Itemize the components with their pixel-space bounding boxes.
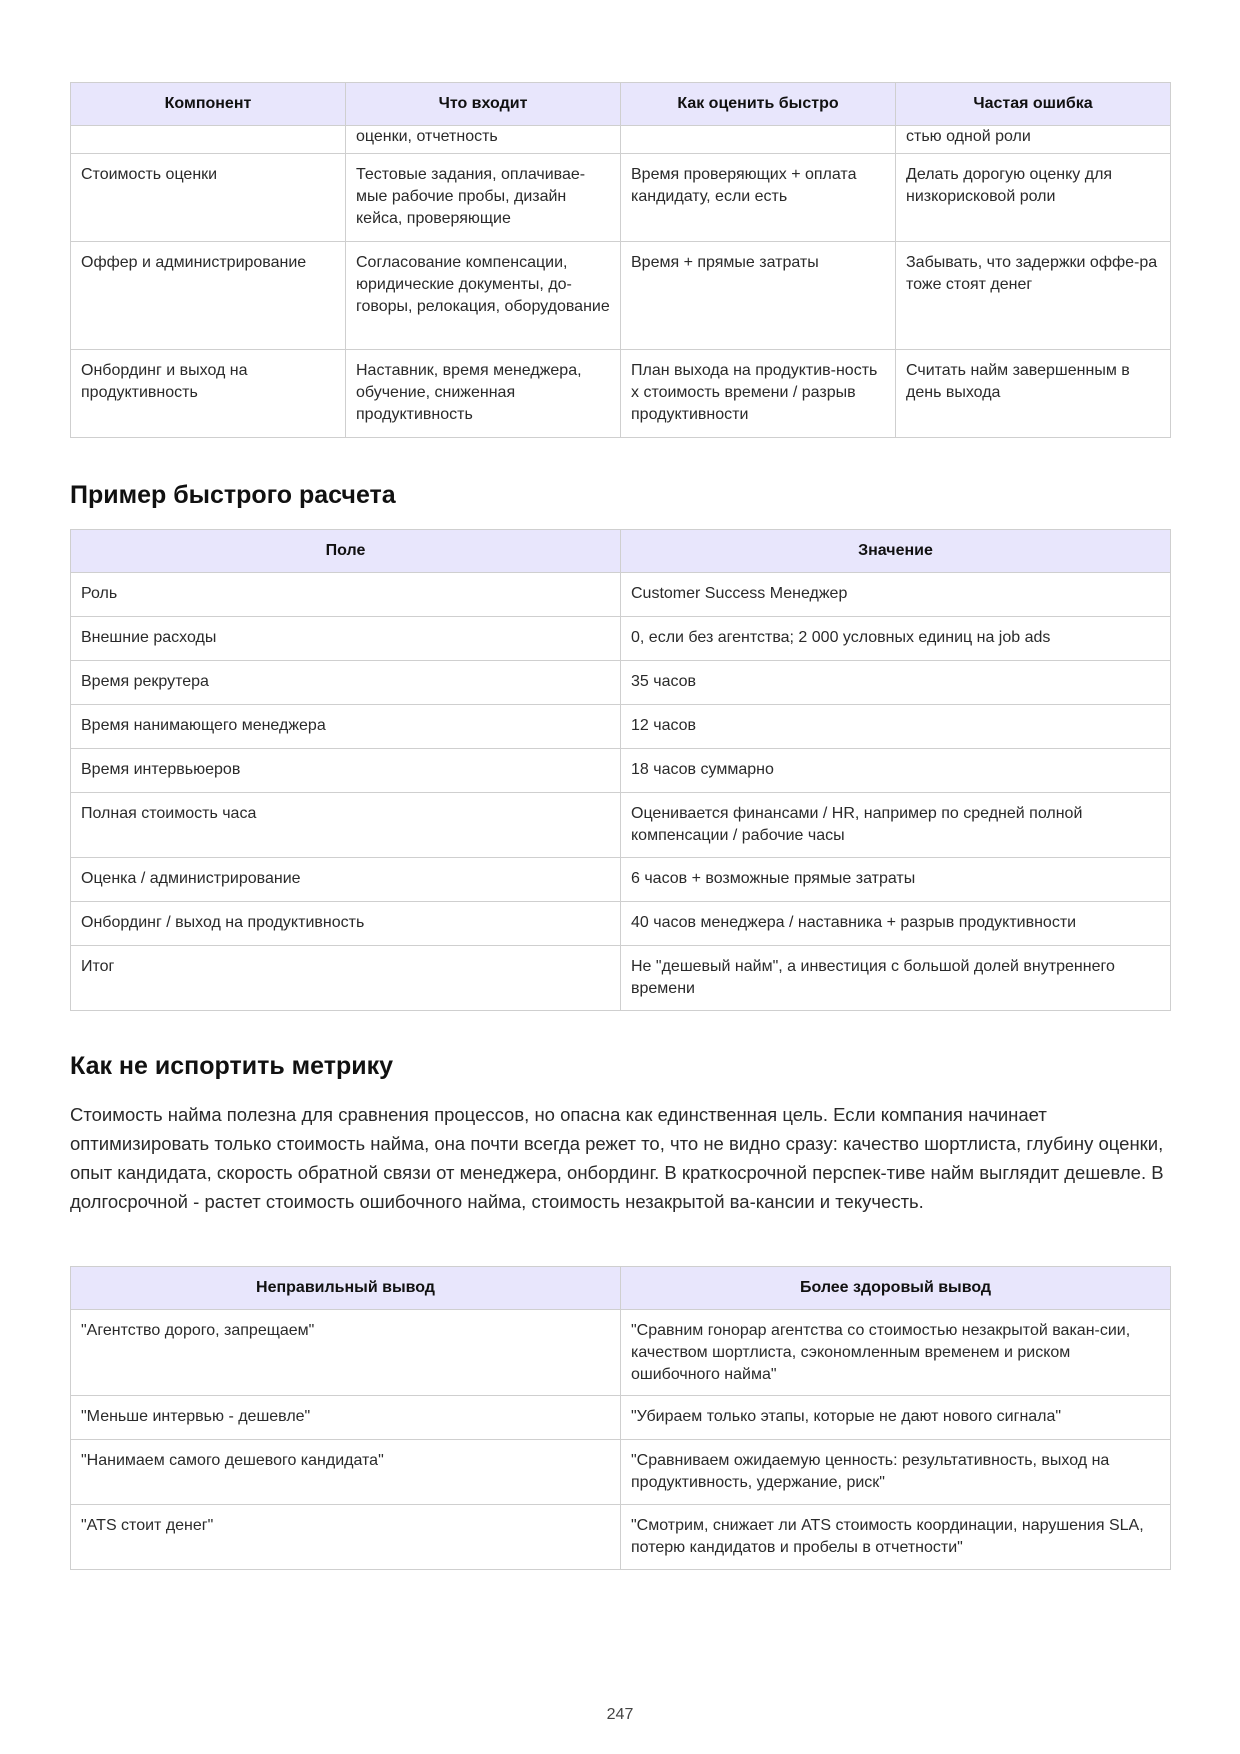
table-row bbox=[71, 617, 1171, 661]
table-cell: 6 часов + возможные прямые затраты bbox=[621, 858, 1171, 902]
table-cell: Время рекрутера bbox=[71, 661, 621, 705]
table-cell: 12 часов bbox=[621, 705, 1171, 749]
table-cell: "Меньше интервью - дешевле" bbox=[71, 1396, 621, 1440]
table-cell: Онбординг / выход на продуктивность bbox=[71, 902, 621, 946]
table-cell: Роль bbox=[71, 573, 621, 617]
table-cell: Customer Success Менеджер bbox=[621, 573, 1171, 617]
table-cell: Не "дешевый найм", а инвестиция с большой долей внутреннего времени bbox=[621, 946, 1171, 1011]
table-header: Значение bbox=[621, 530, 1171, 573]
table-cell: "Нанимаем самого дешевого кандидата" bbox=[71, 1440, 621, 1505]
table-cell: Время интервьюеров bbox=[71, 749, 621, 793]
table-row bbox=[71, 1310, 1171, 1396]
conclusions-table bbox=[70, 1266, 1171, 1570]
table-row bbox=[71, 154, 1171, 242]
table-cell: Оценка / администрирование bbox=[71, 858, 621, 902]
table-header: Более здоровый вывод bbox=[621, 1267, 1171, 1310]
table-cell bbox=[71, 126, 346, 154]
table-row bbox=[71, 705, 1171, 749]
table-row bbox=[71, 126, 1171, 154]
table-cell: "Сравниваем ожидаемую ценность: результативность, выход на продуктивность, удержание, риск" bbox=[621, 1440, 1171, 1505]
body-paragraph: Стоимость найма полезна для сравнения процессов, но опасна как единственная цель. Если компания начинает оптимизировать только стоимость найма, она почти всегда режет то, что не видно сразу: качество шортлиста, глубину оценки, опыт кандидата, скорость обратной связи от менеджера, онбординг. В краткосрочной перспек-тиве найм выглядит дешевле. В долгосрочной - растет стоимость ошибочного найма, стоимость незакрытой ва-кансии и текучесть. bbox=[70, 1104, 1164, 1212]
table-header: Что входит bbox=[346, 83, 621, 126]
cost-components-table bbox=[70, 82, 1171, 438]
table-cell: стью одной роли bbox=[896, 126, 1171, 154]
table-cell: "Убираем только этапы, которые не дают нового сигнала" bbox=[621, 1396, 1171, 1440]
table-cell: Время проверяющих + оплата кандидату, если есть bbox=[621, 154, 896, 242]
table-cell: "Смотрим, снижает ли ATS стоимость координации, нарушения SLA, потерю кандидатов и пробелы в отчетности" bbox=[621, 1505, 1171, 1570]
table-row bbox=[71, 661, 1171, 705]
table-cell: Итог bbox=[71, 946, 621, 1011]
table-header: Поле bbox=[71, 530, 621, 573]
table-cell: Оценивается финансами / HR, например по средней полной компенсации / рабочие часы bbox=[621, 793, 1171, 858]
table-row bbox=[71, 573, 1171, 617]
table-cell: Согласование компенсации, юридические документы, до-говоры, релокация, оборудование bbox=[346, 242, 621, 350]
table-cell: 0, если без агентства; 2 000 условных единиц на job ads bbox=[621, 617, 1171, 661]
table-row bbox=[71, 1396, 1171, 1440]
table-row bbox=[71, 1440, 1171, 1505]
section-heading-metric: Как не испортить метрику bbox=[70, 1052, 393, 1080]
table-cell bbox=[621, 126, 896, 154]
table-row bbox=[71, 350, 1171, 438]
table-cell: Время нанимающего менеджера bbox=[71, 705, 621, 749]
table-cell: Стоимость оценки bbox=[71, 154, 346, 242]
table-cell: Делать дорогую оценку для низкорисковой роли bbox=[896, 154, 1171, 242]
table-cell: Наставник, время менеджера, обучение, сниженная продуктивность bbox=[346, 350, 621, 438]
table-cell: Внешние расходы bbox=[71, 617, 621, 661]
table-cell: 18 часов суммарно bbox=[621, 749, 1171, 793]
table-header: Компонент bbox=[71, 83, 346, 126]
table-cell: План выхода на продуктив-ность x стоимость времени / разрыв продуктивности bbox=[621, 350, 896, 438]
table-header: Частая ошибка bbox=[896, 83, 1171, 126]
calculation-example-table bbox=[70, 529, 1171, 1011]
page-number: 247 bbox=[606, 1706, 634, 1723]
table-cell: Считать найм завершенным в день выхода bbox=[896, 350, 1171, 438]
table-cell: Забывать, что задержки оффе-ра тоже стоят денег bbox=[896, 242, 1171, 350]
table-cell: "Агентство дорого, запрещаем" bbox=[71, 1310, 621, 1396]
table-row bbox=[71, 749, 1171, 793]
table-cell: Тестовые задания, оплачивае-мые рабочие пробы, дизайн кейса, проверяющие bbox=[346, 154, 621, 242]
table-cell: "Сравним гонорар агентства со стоимостью незакрытой вакан-сии, качеством шортлиста, сэкономленным временем и риском ошибочного найма" bbox=[621, 1310, 1171, 1396]
table-header: Как оценить быстро bbox=[621, 83, 896, 126]
table-row bbox=[71, 793, 1171, 858]
table-row bbox=[71, 242, 1171, 350]
table-cell: оценки, отчетность bbox=[346, 126, 621, 154]
table-row bbox=[71, 946, 1171, 1011]
table-cell: Время + прямые затраты bbox=[621, 242, 896, 350]
table-cell: 35 часов bbox=[621, 661, 1171, 705]
section-heading-example: Пример быстрого расчета bbox=[70, 481, 396, 509]
table-cell: 40 часов менеджера / наставника + разрыв продуктивности bbox=[621, 902, 1171, 946]
table-row bbox=[71, 858, 1171, 902]
table-cell: "ATS стоит денег" bbox=[71, 1505, 621, 1570]
table-row bbox=[71, 902, 1171, 946]
table-cell: Оффер и администрирование bbox=[71, 242, 346, 350]
table-cell: Полная стоимость часа bbox=[71, 793, 621, 858]
table-cell: Онбординг и выход на продуктивность bbox=[71, 350, 346, 438]
table-header: Неправильный вывод bbox=[71, 1267, 621, 1310]
table-row bbox=[71, 1505, 1171, 1570]
